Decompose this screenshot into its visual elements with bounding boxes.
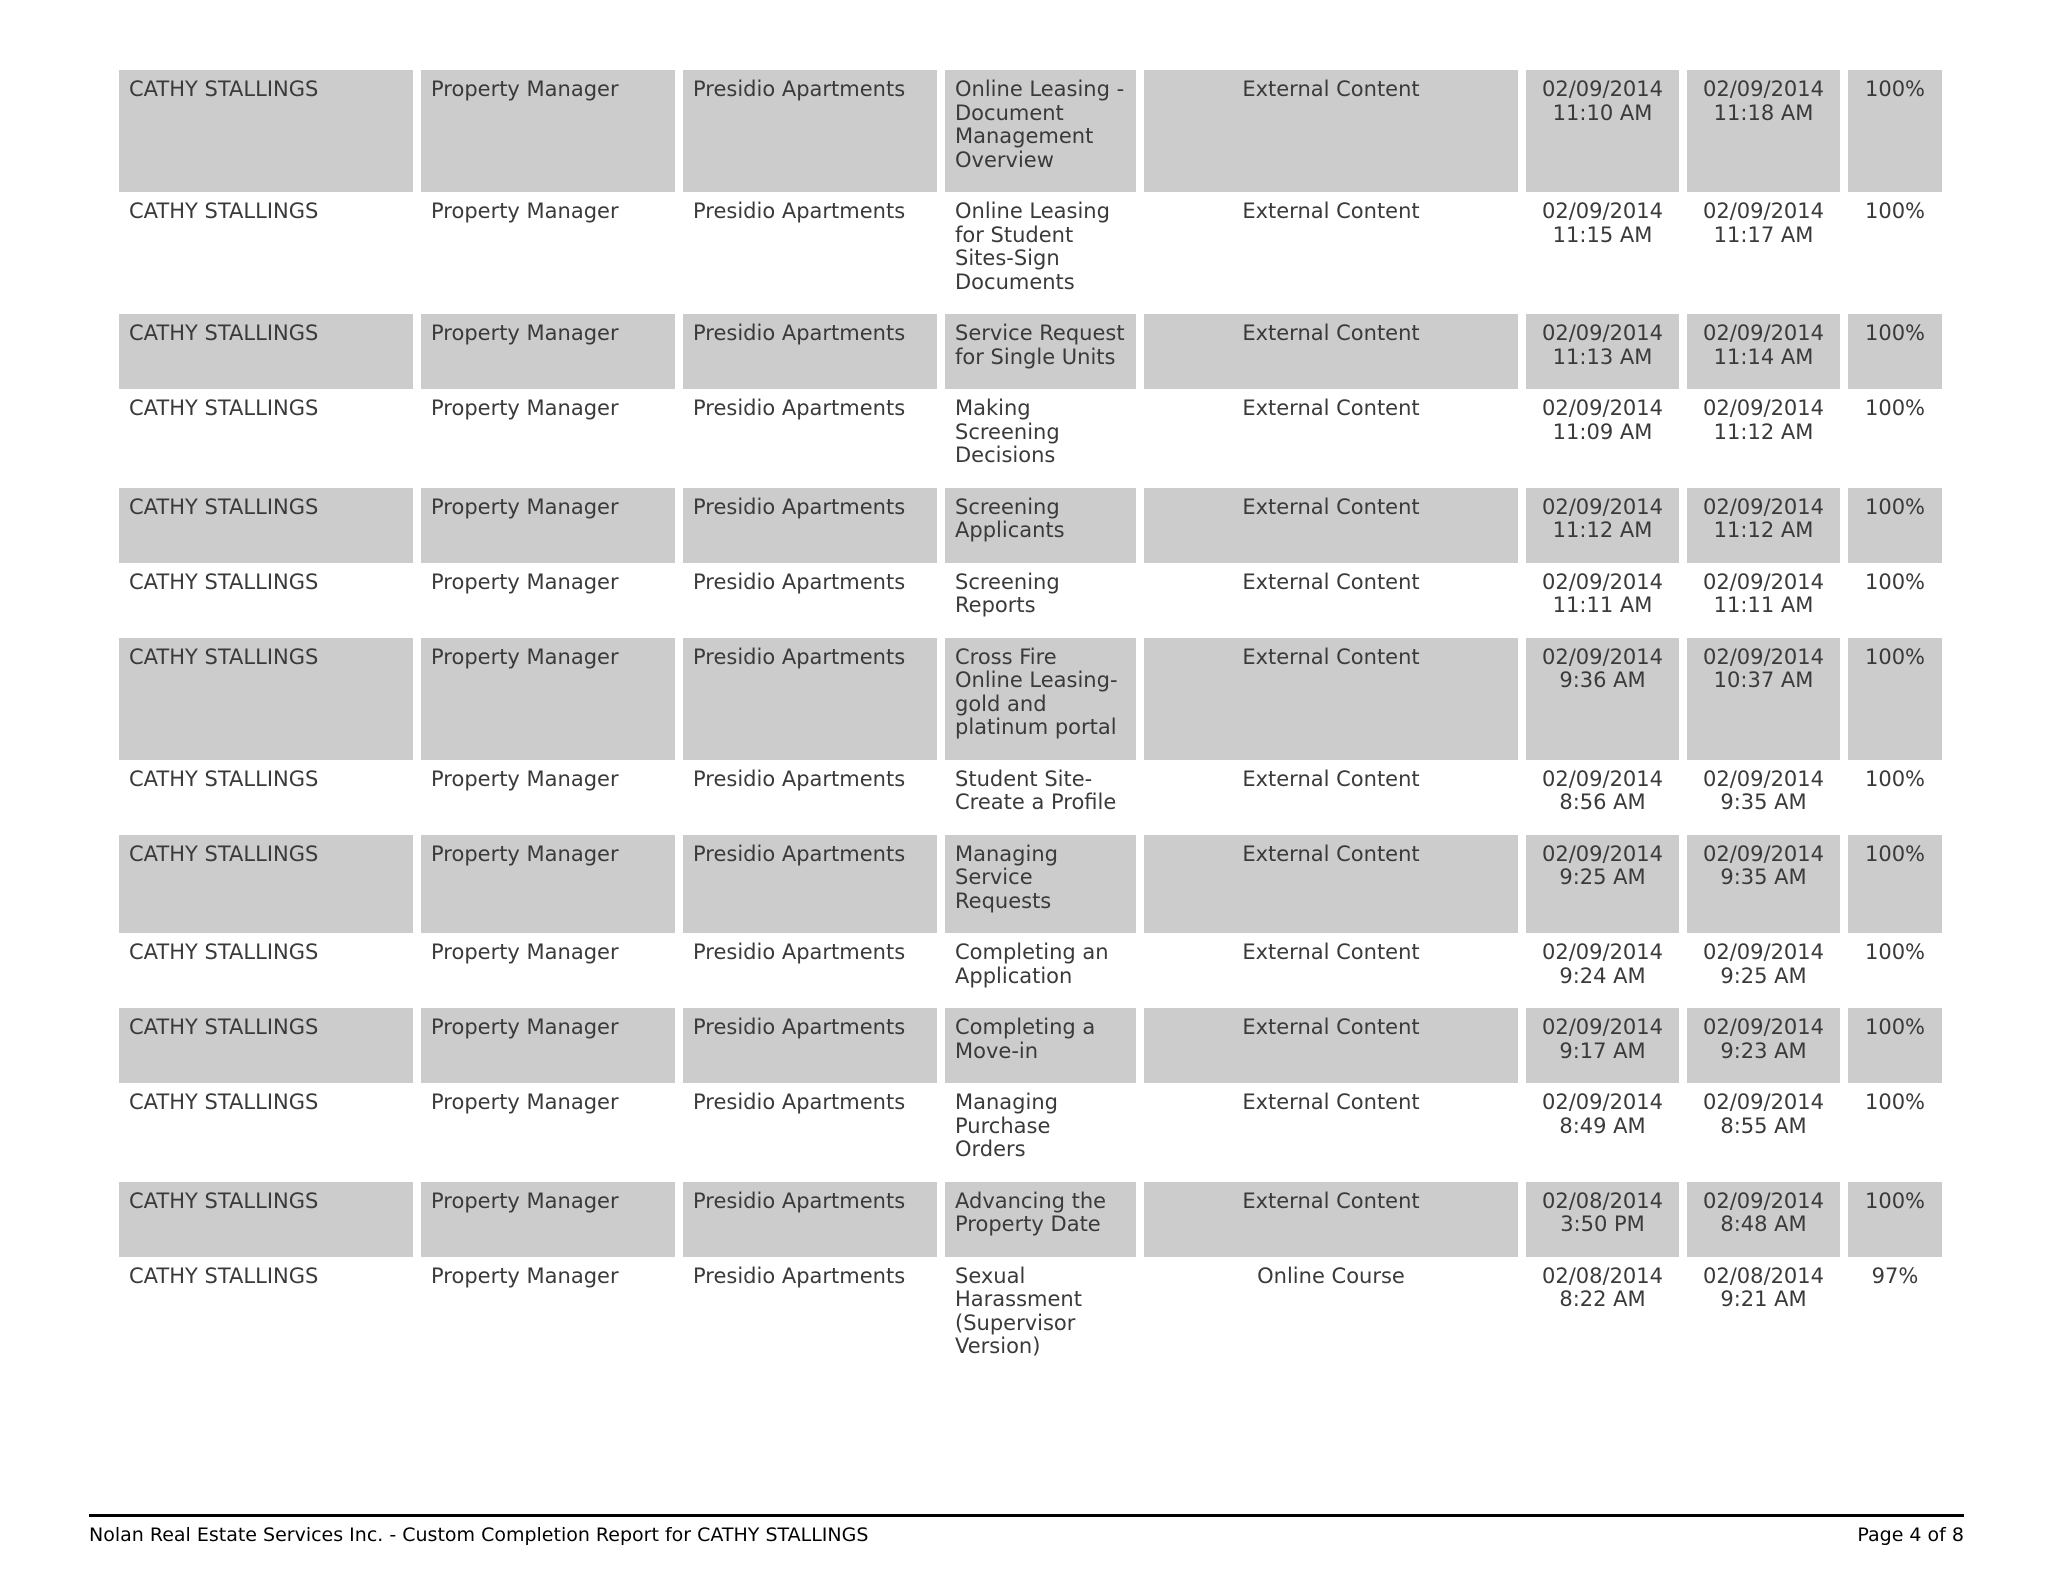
start-date: 02/09/2014 (1541, 940, 1664, 964)
end-time: 9:25 AM (1720, 963, 1807, 988)
score-cell: 100% (1848, 488, 1942, 563)
job-title-cell: Property Manager (431, 1090, 619, 1114)
score-cell: 100% (1848, 638, 1942, 760)
course-title-cell: Completing a Move-in (945, 1008, 1136, 1083)
footer-page-number: Page 4 of 8 (1857, 1524, 1964, 1546)
score-cell: 100% (1864, 199, 1926, 223)
start-datetime-cell (1526, 488, 1679, 563)
job-title-cell: Property Manager (421, 1008, 675, 1083)
end-time: 11:14 AM (1713, 344, 1814, 369)
footer-divider (89, 1514, 1964, 1517)
end-date: 02/09/2014 (1702, 494, 1825, 519)
score-cell: 97% (1871, 1263, 1919, 1288)
location-cell: Presidio Apartments (693, 569, 906, 594)
course-title-cell: Online Leasing - Document Management Overview (945, 70, 1136, 192)
end-date: 02/09/2014 (1702, 1015, 1825, 1039)
end-time: 11:12 AM (1713, 518, 1814, 542)
table-row (119, 192, 1942, 314)
start-date: 02/09/2014 (1541, 1015, 1664, 1039)
content-type-cell: External Content (1144, 835, 1518, 934)
content-type-cell: External Content (1242, 569, 1420, 594)
table-row (119, 1257, 1942, 1379)
table-row (119, 70, 1942, 192)
course-title-cell: Screening Reports (955, 569, 1060, 617)
learner-name-cell: CATHY STALLINGS (119, 638, 413, 760)
learner-name-cell: CATHY STALLINGS (129, 940, 319, 964)
end-date: 02/08/2014 (1702, 1263, 1825, 1288)
completion-datetime-cell (1687, 1257, 1840, 1379)
start-time: 9:36 AM (1559, 668, 1646, 692)
location-cell: Presidio Apartments (693, 1263, 906, 1288)
start-datetime-cell (1526, 314, 1679, 389)
start-datetime-cell (1526, 760, 1679, 835)
start-date: 02/09/2014 (1541, 77, 1664, 101)
table-row (119, 638, 1942, 760)
end-time: 11:12 AM (1713, 419, 1814, 444)
start-datetime-cell (1526, 192, 1679, 314)
start-datetime-cell (1526, 1008, 1679, 1083)
end-time: 9:23 AM (1720, 1038, 1807, 1063)
end-time: 8:55 AM (1720, 1113, 1807, 1138)
job-title-cell: Property Manager (431, 199, 619, 223)
content-type-cell: External Content (1144, 638, 1518, 760)
completion-datetime-cell (1687, 314, 1840, 389)
job-title-cell: Property Manager (421, 488, 675, 563)
start-time: 11:11 AM (1552, 593, 1653, 617)
report-table-body (119, 70, 1942, 1379)
course-title-cell: Online Leasing for Student Sites-Sign Documents (955, 199, 1110, 294)
end-time: 8:48 AM (1720, 1212, 1807, 1236)
start-date: 02/09/2014 (1541, 841, 1664, 866)
end-time: 11:18 AM (1713, 100, 1814, 125)
completion-datetime-cell (1687, 1182, 1840, 1257)
start-time: 3:50 PM (1560, 1212, 1645, 1236)
start-time: 8:22 AM (1559, 1287, 1646, 1311)
location-cell: Presidio Apartments (693, 940, 906, 964)
start-datetime-cell (1526, 835, 1679, 934)
start-time: 8:56 AM (1559, 790, 1646, 814)
end-date: 02/09/2014 (1702, 1090, 1825, 1114)
location-cell: Presidio Apartments (693, 199, 906, 223)
start-time: 11:10 AM (1552, 100, 1653, 125)
content-type-cell: External Content (1242, 766, 1420, 791)
location-cell: Presidio Apartments (693, 766, 906, 791)
completion-datetime-cell (1687, 488, 1840, 563)
end-date: 02/09/2014 (1702, 841, 1825, 866)
table-row (119, 1083, 1942, 1182)
course-title-cell: Student Site-Create a Profile (955, 766, 1117, 814)
course-title-cell: Cross Fire Online Leasing-gold and platinum portal (945, 638, 1136, 760)
job-title-cell: Property Manager (421, 70, 675, 192)
job-title-cell: Property Manager (421, 638, 675, 760)
start-datetime-cell (1526, 1182, 1679, 1257)
start-time: 11:15 AM (1552, 222, 1653, 247)
completion-datetime-cell (1687, 192, 1840, 314)
completion-datetime-cell (1687, 1083, 1840, 1182)
content-type-cell: External Content (1144, 70, 1518, 192)
start-date: 02/09/2014 (1541, 1090, 1664, 1114)
learner-name-cell: CATHY STALLINGS (119, 1182, 413, 1257)
learner-name-cell: CATHY STALLINGS (119, 70, 413, 192)
course-title-cell: Sexual Harassment (Supervisor Version) (955, 1263, 1082, 1358)
learner-name-cell: CATHY STALLINGS (129, 396, 319, 420)
content-type-cell: Online Course (1257, 1263, 1405, 1288)
start-date: 02/09/2014 (1541, 494, 1664, 519)
learner-name-cell: CATHY STALLINGS (119, 314, 413, 389)
score-cell: 100% (1848, 835, 1942, 934)
course-title-cell: Managing Purchase Orders (955, 1090, 1058, 1161)
job-title-cell: Property Manager (431, 940, 619, 964)
course-title-cell: Making Screening Decisions (955, 396, 1060, 467)
footer-report-title: Nolan Real Estate Services Inc. - Custom Completion Report for CATHY STALLINGS (89, 1524, 869, 1546)
location-cell: Presidio Apartments (683, 1008, 937, 1083)
end-date: 02/09/2014 (1702, 569, 1825, 594)
end-date: 02/09/2014 (1702, 940, 1825, 964)
end-date: 02/09/2014 (1702, 77, 1825, 101)
content-type-cell: External Content (1242, 199, 1420, 223)
learner-name-cell: CATHY STALLINGS (129, 1263, 319, 1288)
table-row (119, 1182, 1942, 1257)
completion-datetime-cell (1687, 1008, 1840, 1083)
start-date: 02/08/2014 (1541, 1188, 1664, 1213)
table-row (119, 488, 1942, 563)
end-time: 9:35 AM (1720, 865, 1807, 889)
score-cell: 100% (1864, 569, 1926, 594)
learner-name-cell: CATHY STALLINGS (119, 835, 413, 934)
course-title-cell: Service Request for Single Units (945, 314, 1136, 389)
end-time: 11:17 AM (1713, 222, 1814, 247)
score-cell: 100% (1848, 70, 1942, 192)
job-title-cell: Property Manager (431, 766, 619, 791)
start-date: 02/09/2014 (1541, 199, 1664, 223)
content-type-cell: External Content (1144, 1008, 1518, 1083)
location-cell: Presidio Apartments (683, 1182, 937, 1257)
completion-datetime-cell (1687, 933, 1840, 1008)
job-title-cell: Property Manager (431, 569, 619, 594)
start-datetime-cell (1526, 638, 1679, 760)
start-datetime-cell (1526, 389, 1679, 488)
table-row (119, 314, 1942, 389)
start-date: 02/09/2014 (1541, 396, 1664, 420)
score-cell: 100% (1864, 1090, 1926, 1114)
learner-name-cell: CATHY STALLINGS (129, 199, 319, 223)
completion-datetime-cell (1687, 389, 1840, 488)
job-title-cell: Property Manager (421, 835, 675, 934)
content-type-cell: External Content (1242, 396, 1420, 420)
start-date: 02/09/2014 (1541, 766, 1664, 791)
end-time: 9:21 AM (1720, 1287, 1807, 1311)
job-title-cell: Property Manager (421, 1182, 675, 1257)
start-time: 9:17 AM (1559, 1038, 1646, 1063)
start-time: 11:13 AM (1552, 344, 1653, 369)
location-cell: Presidio Apartments (683, 835, 937, 934)
start-datetime-cell (1526, 933, 1679, 1008)
table-row (119, 933, 1942, 1008)
completion-report-table (111, 70, 1950, 1379)
content-type-cell: External Content (1242, 1090, 1420, 1114)
end-date: 02/09/2014 (1702, 396, 1825, 420)
end-date: 02/09/2014 (1702, 321, 1825, 345)
end-date: 02/09/2014 (1702, 199, 1825, 223)
start-time: 9:25 AM (1559, 865, 1646, 889)
start-datetime-cell (1526, 1257, 1679, 1379)
completion-datetime-cell (1687, 638, 1840, 760)
learner-name-cell: CATHY STALLINGS (119, 1008, 413, 1083)
content-type-cell: External Content (1144, 1182, 1518, 1257)
table-row (119, 563, 1942, 638)
start-date: 02/09/2014 (1541, 644, 1664, 669)
completion-datetime-cell (1687, 70, 1840, 192)
table-row (119, 1008, 1942, 1083)
score-cell: 100% (1864, 396, 1926, 420)
start-datetime-cell (1526, 1083, 1679, 1182)
end-date: 02/09/2014 (1702, 1188, 1825, 1213)
location-cell: Presidio Apartments (683, 314, 937, 389)
start-date: 02/09/2014 (1541, 569, 1664, 594)
score-cell: 100% (1848, 1182, 1942, 1257)
course-title-cell: Managing Service Requests (945, 835, 1136, 934)
start-datetime-cell (1526, 70, 1679, 192)
start-time: 8:49 AM (1559, 1113, 1646, 1138)
end-date: 02/09/2014 (1702, 644, 1825, 669)
content-type-cell: External Content (1144, 488, 1518, 563)
start-date: 02/08/2014 (1541, 1263, 1664, 1288)
learner-name-cell: CATHY STALLINGS (129, 569, 319, 594)
job-title-cell: Property Manager (431, 396, 619, 420)
job-title-cell: Property Manager (421, 314, 675, 389)
completion-datetime-cell (1687, 563, 1840, 638)
location-cell: Presidio Apartments (683, 488, 937, 563)
location-cell: Presidio Apartments (693, 1090, 906, 1114)
learner-name-cell: CATHY STALLINGS (119, 488, 413, 563)
course-title-cell: Completing an Application (955, 940, 1109, 988)
start-time: 11:12 AM (1552, 518, 1653, 542)
location-cell: Presidio Apartments (683, 638, 937, 760)
end-date: 02/09/2014 (1702, 766, 1825, 791)
learner-name-cell: CATHY STALLINGS (129, 766, 319, 791)
location-cell: Presidio Apartments (683, 70, 937, 192)
location-cell: Presidio Apartments (693, 396, 906, 420)
content-type-cell: External Content (1144, 314, 1518, 389)
table-row (119, 760, 1942, 835)
table-row (119, 835, 1942, 934)
start-time: 9:24 AM (1559, 963, 1646, 988)
table-row (119, 389, 1942, 488)
course-title-cell: Advancing the Property Date (945, 1182, 1136, 1257)
completion-datetime-cell (1687, 760, 1840, 835)
start-datetime-cell (1526, 563, 1679, 638)
start-date: 02/09/2014 (1541, 321, 1664, 345)
completion-datetime-cell (1687, 835, 1840, 934)
score-cell: 100% (1864, 940, 1926, 964)
course-title-cell: Screening Applicants (945, 488, 1136, 563)
job-title-cell: Property Manager (431, 1263, 619, 1288)
end-time: 9:35 AM (1720, 790, 1807, 814)
end-time: 11:11 AM (1713, 593, 1814, 617)
end-time: 10:37 AM (1713, 668, 1814, 692)
score-cell: 100% (1848, 1008, 1942, 1083)
learner-name-cell: CATHY STALLINGS (129, 1090, 319, 1114)
score-cell: 100% (1864, 766, 1926, 791)
content-type-cell: External Content (1242, 940, 1420, 964)
start-time: 11:09 AM (1552, 419, 1653, 444)
score-cell: 100% (1848, 314, 1942, 389)
